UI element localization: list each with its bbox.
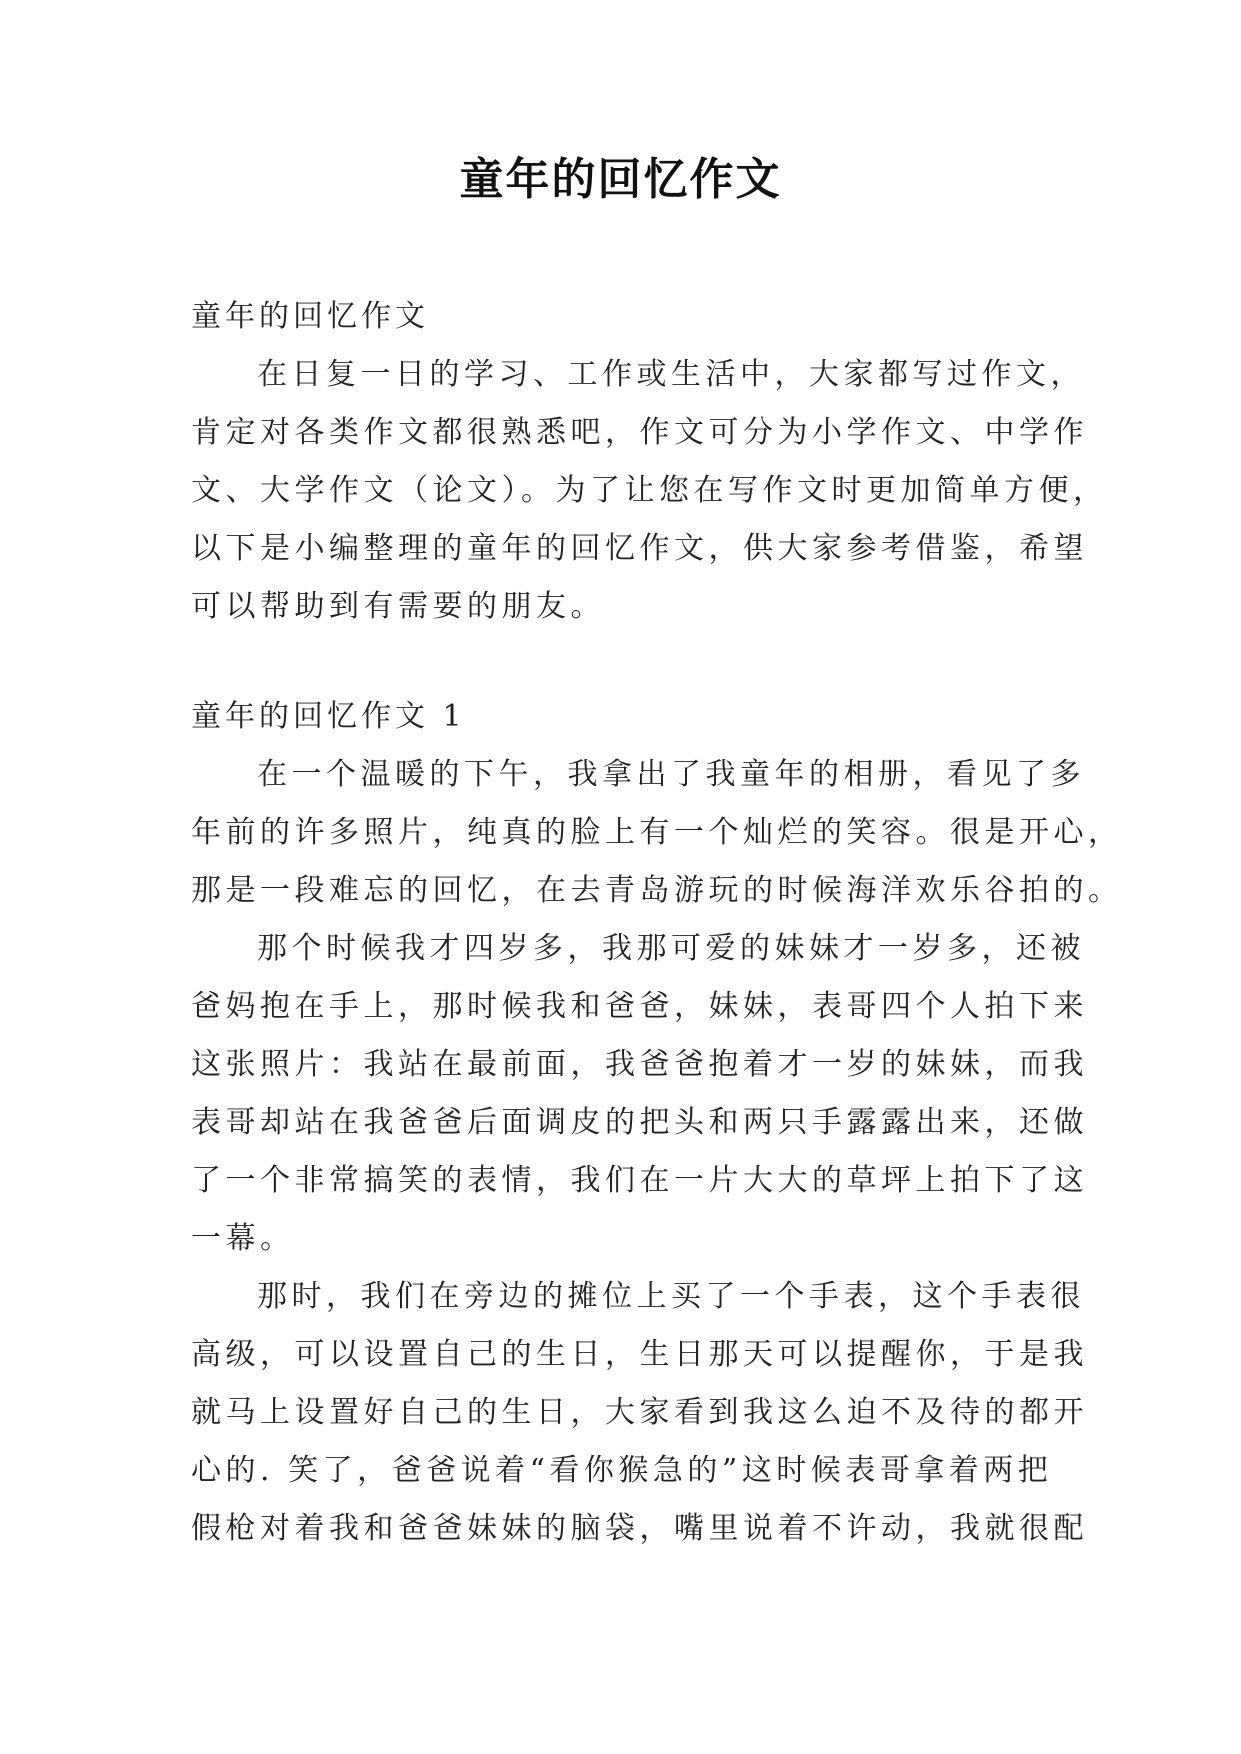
paragraph-line: 爸妈抱在手上，那时候我和爸爸，妹妹，表哥四个人拍下来 — [191, 989, 1088, 1024]
paragraph-line: 那是一段难忘的回忆，在去青岛游玩的时候海洋欢乐谷拍的。 — [191, 873, 1123, 908]
paragraph-line: 文、大学作文（论文）。为了让您在写作文时更加简单方便， — [191, 473, 1108, 508]
paragraph-2 — [191, 920, 1088, 1268]
section-heading: 童年的回忆作文 1 — [191, 699, 466, 734]
document-title: 童年的回忆作文 — [459, 154, 782, 205]
paragraph-3 — [191, 1268, 1088, 1558]
paragraph-line: 表哥却站在我爸爸后面调皮的把头和两只手露露出来，还做 — [191, 1105, 1088, 1140]
intro-paragraph — [191, 346, 1108, 636]
paragraph-line: 那时，我们在旁边的摊位上买了一个手表，这个手表很 — [257, 1279, 1085, 1314]
document-body — [191, 288, 1123, 1558]
paragraph-line: 了一个非常搞笑的表情，我们在一片大大的草坪上拍下了这 — [191, 1163, 1088, 1198]
paragraph-line: 心的. 笑了，爸爸说着“看你猴急的”这时候表哥拿着两把 — [191, 1453, 1053, 1488]
paragraph-line: 以下是小编整理的童年的回忆作文，供大家参考借鉴，希望 — [191, 531, 1088, 566]
section-spacer — [191, 636, 1071, 688]
paragraph-line: 一幕。 — [191, 1221, 295, 1256]
paragraph-line: 就马上设置好自己的生日，大家看到我这么迫不及待的都开 — [191, 1395, 1088, 1430]
paragraph-line: 假枪对着我和爸爸妹妹的脑袋，嘴里说着不许动，我就很配 — [191, 1511, 1088, 1546]
paragraph-line: 那个时候我才四岁多，我那可爱的妹妹才一岁多，还被 — [257, 931, 1085, 966]
paragraph-1 — [191, 746, 1123, 920]
paragraph-line: 这张照片：我站在最前面，我爸爸抱着才一岁的妹妹，而我 — [191, 1047, 1088, 1082]
intro-heading: 童年的回忆作文 — [191, 299, 429, 334]
paragraph-line: 在日复一日的学习、工作或生活中，大家都写过作文， — [257, 357, 1085, 392]
paragraph-line: 年前的许多照片，纯真的脸上有一个灿烂的笑容。很是开心， — [191, 815, 1123, 850]
paragraph-line: 肯定对各类作文都很熟悉吧，作文可分为小学作文、中学作 — [191, 415, 1088, 450]
paragraph-line: 可以帮助到有需要的朋友。 — [191, 589, 605, 624]
paragraph-line: 高级，可以设置自己的生日，生日那天可以提醒你，于是我 — [191, 1337, 1088, 1372]
paragraph-line: 在一个温暖的下午，我拿出了我童年的相册，看见了多 — [257, 757, 1085, 792]
